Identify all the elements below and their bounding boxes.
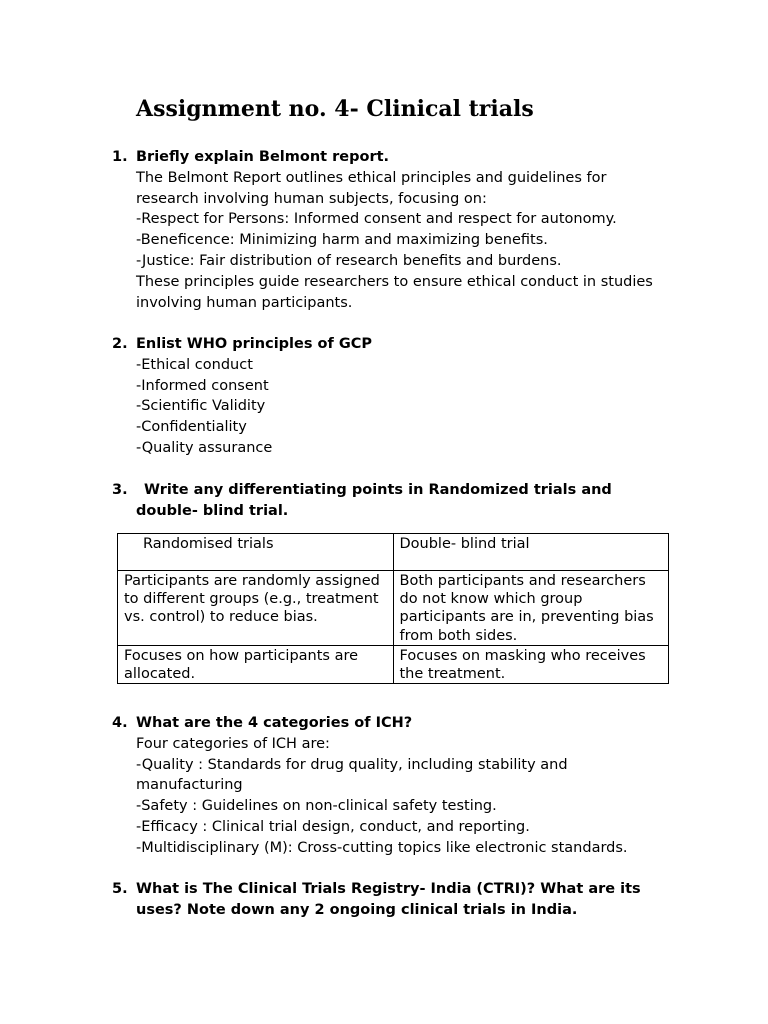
answer-line: Four categories of ICH are:	[136, 735, 330, 752]
table-row	[118, 571, 669, 646]
question-3	[112, 480, 652, 522]
question-number: 2.	[112, 336, 128, 352]
table-cell: Focuses on masking who receives the treatment.	[393, 645, 669, 683]
answer-line: involving human participants.	[136, 294, 353, 311]
answer-line: -Beneficence: Minimizing harm and maximizing benefits.	[136, 232, 548, 249]
question-number: 4.	[112, 715, 128, 731]
question-text: Briefly explain Belmont report.	[136, 149, 390, 165]
answer-line: -Ethical conduct	[136, 356, 253, 373]
page-title: Assignment no. 4- Clinical trials	[136, 96, 534, 122]
question-number: 5.	[112, 881, 128, 897]
question-4	[112, 713, 692, 859]
question-1-heading	[112, 147, 692, 168]
table-cell: Both participants and researchers do not know which group participants are in, preventing bias from both sides.	[393, 571, 669, 646]
answer-line: -Multidisciplinary (M): Cross-cutting topics like electronic standards.	[136, 839, 628, 856]
question-number: 1.	[112, 149, 128, 165]
question-text: What are the 4 categories of ICH?	[136, 715, 413, 731]
answer-line: -Quality assurance	[136, 439, 273, 456]
question-number: 3.	[112, 482, 128, 498]
question-4-heading	[112, 713, 692, 734]
answer-line: The Belmont Report outlines ethical principles and guidelines for	[136, 169, 607, 186]
answer-line: -Justice: Fair distribution of research benefits and burdens.	[136, 252, 562, 269]
table-header-cell: Randomised trials	[118, 534, 394, 571]
question-5-heading	[112, 879, 672, 921]
table-cell: Participants are randomly assigned to different groups (e.g., treatment vs. control) to reduce bias.	[118, 571, 394, 646]
question-1	[112, 147, 692, 313]
answer-line: -Quality : Standards for drug quality, including stability and manufacturing	[136, 756, 568, 794]
question-2	[112, 334, 692, 459]
answer-line: These principles guide researchers to ensure ethical conduct in studies	[136, 273, 653, 290]
answer-4	[136, 734, 628, 859]
question-5	[112, 879, 672, 921]
question-text: What is The Clinical Trials Registry- India (CTRI)? What are its uses? Note down any 2 ongoing clinical trials in India.	[136, 881, 641, 918]
table-header-cell: Double- blind trial	[393, 534, 669, 571]
question-text: Enlist WHO principles of GCP	[136, 336, 373, 352]
answer-line: -Scientific Validity	[136, 398, 266, 415]
answer-line: -Confidentiality	[136, 419, 247, 436]
answer-line: -Safety : Guidelines on non-clinical safety testing.	[136, 798, 497, 815]
answer-1	[136, 168, 692, 314]
answer-line: -Efficacy : Clinical trial design, conduct, and reporting.	[136, 818, 530, 835]
table-cell: Focuses on how participants are allocated.	[118, 645, 394, 683]
question-3-heading	[112, 480, 652, 522]
question-text: Write any differentiating points in Randomized trials and double- blind trial.	[136, 482, 612, 519]
answer-line: research involving human subjects, focusing on:	[136, 190, 487, 207]
answer-line: -Informed consent	[136, 377, 269, 394]
table-header-row	[118, 534, 669, 571]
answer-line: -Respect for Persons: Informed consent and respect for autonomy.	[136, 211, 617, 228]
table-row	[118, 645, 669, 683]
comparison-table	[117, 533, 669, 684]
question-2-heading	[112, 334, 692, 355]
answer-2	[136, 355, 692, 459]
